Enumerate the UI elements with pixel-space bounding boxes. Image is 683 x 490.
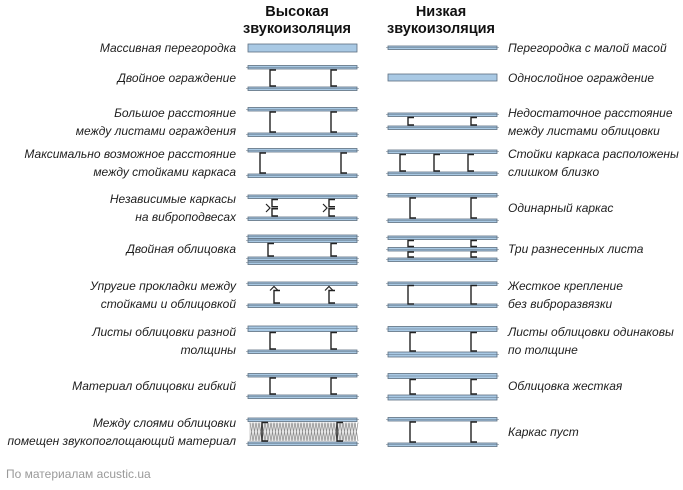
stud-profile (434, 155, 440, 172)
stud-profile (331, 378, 337, 394)
row-label-high (8, 414, 236, 450)
row-label-line: на виброподвесах (135, 210, 236, 224)
stud-profile (400, 155, 406, 172)
stud-profile (471, 286, 477, 305)
row-label-line: по толщине (508, 343, 578, 357)
row-label-line: Недостаточное расстояние (508, 106, 673, 120)
row-label-line: Независимые каркасы (109, 192, 236, 206)
stud-profile (270, 70, 276, 86)
stud-profile (331, 333, 337, 350)
row-label-line: между листами облицовки (508, 124, 660, 138)
panel-empty (386, 418, 499, 447)
stud-profile (468, 155, 474, 172)
row-label-line: Материал облицовки гибкий (72, 379, 236, 393)
row-label-line: Перегородка с малой масой (508, 41, 667, 55)
stud-profile (408, 286, 414, 305)
single-layer (388, 74, 497, 81)
stud-profile (471, 252, 477, 257)
panel-double (246, 66, 359, 91)
row-label-line: слишком близко (508, 165, 600, 179)
stud-profile (331, 244, 337, 257)
row-label-line: Каркас пуст (508, 425, 579, 439)
row-label-high (126, 240, 236, 258)
panel-diff_thickness (246, 326, 359, 354)
panel-narrow (386, 113, 499, 130)
header-low-line-1: Низкая (415, 4, 467, 20)
panel-independent (246, 195, 359, 221)
stud-profile (270, 112, 276, 132)
row-label-low (508, 145, 679, 181)
panel-massive (248, 44, 357, 52)
stud-profile (408, 118, 414, 126)
stud-profile (272, 209, 278, 216)
stud-profile (272, 200, 278, 207)
panel-flexible (246, 374, 359, 399)
stud-profile (331, 112, 337, 132)
stud-profile (471, 380, 477, 395)
row-label-line: Одинарный каркас (508, 201, 614, 215)
row-label-line: Листы облицовки одинаковы (508, 325, 674, 339)
row-label-line: помещен звукопоглощающий материал (7, 434, 236, 448)
elastic-pad (266, 204, 270, 212)
panel-double_lining (246, 235, 359, 265)
stud-profile (268, 244, 274, 257)
stud-profile (329, 209, 335, 216)
panel-studs_far (246, 149, 359, 178)
row-label-line: Большое расстояние (114, 106, 236, 120)
row-label-line: Двойное ограждение (117, 71, 236, 85)
row-label-low (508, 69, 654, 87)
panel-elastic (246, 282, 359, 308)
row-label-low (508, 277, 623, 313)
stud-profile (410, 422, 416, 442)
row-label-low (508, 323, 674, 359)
header-high-line-1: Высокая (265, 4, 329, 20)
massive-wall (248, 44, 357, 52)
stud-profile (471, 241, 477, 247)
panel-studs_close (386, 150, 499, 176)
stud-profile (410, 198, 416, 218)
panel-three_sheets (386, 236, 499, 262)
row-label-high (92, 323, 236, 359)
row-label-low (508, 104, 673, 140)
panel-thin (386, 46, 499, 50)
panel-same_thickness (386, 327, 499, 358)
source-footer: По материалам acustic.ua (6, 467, 151, 481)
stud-profile (260, 153, 266, 173)
row-label-line: Массивная перегородка (99, 41, 236, 55)
stud-profile (270, 378, 276, 394)
row-label-high (76, 104, 236, 140)
row-label-low (508, 240, 643, 258)
panel-wide (246, 108, 359, 137)
panel-stiff (386, 374, 499, 401)
stud-profile (341, 153, 347, 173)
row-label-line: Двойная облицовка (126, 242, 236, 256)
stud-profile (410, 380, 416, 395)
row-label-line: Облицовка жесткая (508, 379, 623, 393)
panel-insulated (246, 418, 359, 446)
stud-profile (471, 198, 477, 218)
row-label-line: без виброразвязки (508, 297, 613, 311)
stud-profile (471, 118, 477, 126)
row-label-low (508, 39, 667, 57)
row-label-high (110, 190, 236, 226)
stud-profile (408, 252, 414, 257)
stud-profile (410, 333, 416, 352)
panel-single_frame (386, 194, 499, 223)
stud-profile (331, 70, 337, 86)
row-label-high (72, 377, 236, 395)
header-high-line-2: звукоизоляция (243, 21, 351, 37)
elastic-pad (323, 204, 327, 212)
row-label-high (24, 145, 236, 181)
stud-profile (408, 241, 414, 247)
row-label-line: стойками и облицовкой (100, 297, 236, 311)
row-label-line: Упругие прокладки между (90, 279, 236, 293)
header-low-line-2: звукоизоляция (387, 21, 495, 37)
panel-rigid (386, 282, 499, 308)
row-label-line: между стойками каркаса (93, 165, 236, 179)
row-label-line: между листами ограждения (75, 124, 236, 138)
row-label-line: Между слоями облицовки (92, 416, 236, 430)
row-label-line: Стойки каркаса расположены (508, 147, 679, 161)
row-label-line: Максимально возможное расстояние (24, 147, 236, 161)
panel-single (388, 74, 497, 81)
row-label-line: Однослойное ограждение (508, 71, 655, 85)
stud-profile (329, 291, 335, 304)
row-label-line: толщины (180, 343, 236, 357)
row-label-high (117, 69, 236, 87)
row-label-low (508, 423, 579, 441)
stud-profile (329, 200, 335, 207)
row-label-high (90, 277, 236, 313)
row-label-line: Три разнесенных листа (508, 242, 644, 256)
row-label-low (508, 199, 613, 217)
row-label-line: Листы облицовки разной (92, 325, 236, 339)
stud-profile (274, 291, 280, 304)
stud-profile (471, 422, 477, 442)
stud-profile (270, 333, 276, 350)
row-label-high (100, 39, 236, 57)
stud-profile (471, 333, 477, 352)
row-label-low (508, 377, 622, 395)
row-label-line: Жесткое крепление (508, 279, 623, 293)
